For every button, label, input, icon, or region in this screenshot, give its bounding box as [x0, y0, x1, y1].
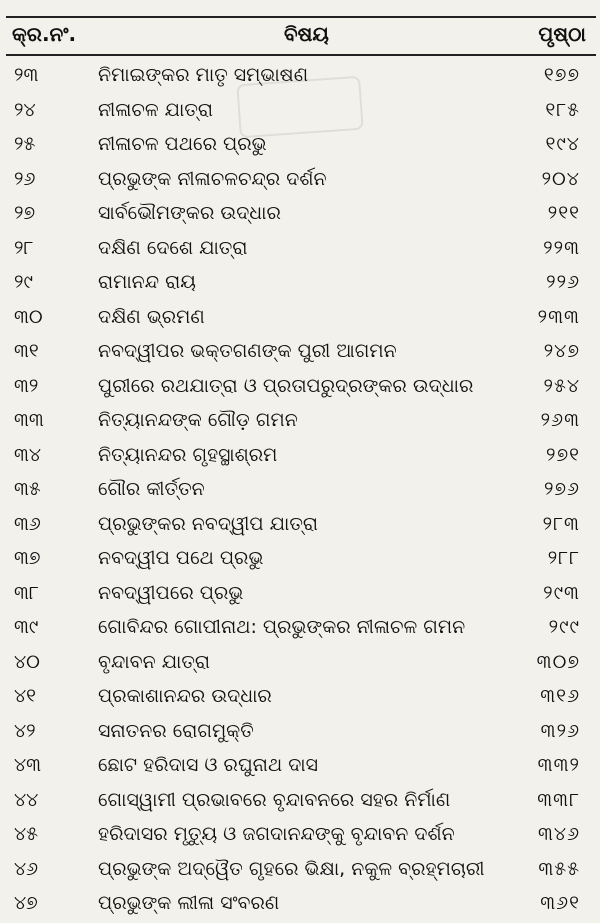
- chapter-title: ପ୍ରଭୁଙ୍କ ଲୀଳା ସଂବରଣ: [98, 892, 280, 914]
- chapter-number: ୪୭: [14, 892, 38, 914]
- chapter-title: ନବଦ୍ୱୀପ ପଥେ ପ୍ରଭୁ: [98, 547, 264, 569]
- chapter-title: ପ୍ରଭୁଙ୍କର ନବଦ୍ୱୀପ ଯାତ୍ରା: [98, 512, 318, 535]
- chapter-number: ୪୦: [14, 650, 40, 673]
- chapter-number: ୩୪: [14, 443, 42, 466]
- chapter-number: ୩୯: [14, 616, 39, 638]
- chapter-title: ଗୋବିନ୍ଦର ଗୋପୀନାଥ: ପ୍ରଭୁଙ୍କର ନୀଳାଚଳ ଗମନ: [98, 616, 466, 638]
- chapter-page-number: ୨୫୪: [543, 374, 580, 397]
- contents-row: [0, 162, 600, 197]
- contents-row: [0, 472, 600, 507]
- chapter-page-number: ୨୭୬: [543, 478, 580, 500]
- chapter-page-number: ୩୩୨: [537, 754, 580, 776]
- contents-row: [0, 369, 600, 404]
- chapter-title: ସାର୍ବଭୌମଙ୍କର ଉଦ୍ଧାର: [98, 202, 281, 224]
- contents-row: [0, 196, 600, 231]
- chapter-number: ୩୬: [14, 512, 41, 535]
- chapter-page-number: ୨୬୩: [540, 409, 580, 431]
- chapter-number: ୪୧: [14, 685, 37, 707]
- contents-row: [0, 852, 600, 887]
- chapter-title: ପୁରୀରେ ରଥଯାତ୍ରା ଓ ପ୍ରତାପରୁଦ୍ରଙ୍କର ଉଦ୍ଧାର: [98, 374, 474, 397]
- chapter-page-number: ୨୪୭: [543, 340, 580, 362]
- table-header: [0, 18, 600, 52]
- contents-row: [0, 886, 600, 921]
- contents-row: [0, 645, 600, 680]
- contents-list: [0, 58, 600, 921]
- chapter-page-number: ୨୮୮: [547, 547, 580, 569]
- contents-row: [0, 93, 600, 128]
- chapter-number: ୩୨: [14, 374, 39, 397]
- contents-row: [0, 610, 600, 645]
- chapter-page-number: ୧୭୭: [543, 64, 580, 86]
- chapter-number: ୩୧: [14, 340, 39, 362]
- contents-row: [0, 714, 600, 749]
- chapter-number: ୨୬: [14, 167, 36, 190]
- contents-row: [0, 58, 600, 93]
- chapter-title: ଦକ୍ଷିଣ ଦେଶେ ଯାତ୍ରା: [98, 236, 248, 259]
- chapter-number: ୪୩: [14, 754, 42, 776]
- chapter-page-number: ୩୦୭: [536, 650, 580, 673]
- chapter-title: ଗୋସ୍ୱାମୀ ପ୍ରଭାବରେ ବୃନ୍ଦାବନରେ ସହର ନିର୍ମାଣ: [98, 788, 451, 811]
- contents-row: [0, 265, 600, 300]
- chapter-page-number: ୨୨୩: [543, 236, 580, 259]
- chapter-number: ୪୨: [14, 719, 36, 742]
- chapter-number: ୨୫: [14, 133, 36, 155]
- chapter-page-number: ୩୬୧: [540, 892, 580, 914]
- contents-row: [0, 507, 600, 542]
- contents-row: [0, 334, 600, 369]
- chapter-page-number: ୩୫୫: [538, 857, 580, 880]
- chapter-title: ହରିଦାସର ମୃତ୍ୟୁ ଓ ଜଗଦାନନ୍ଦଙ୍କୁ ବୃନ୍ଦାବନ ଦର୍ଶନ: [98, 823, 455, 845]
- contents-row: [0, 748, 600, 783]
- chapter-title: ବୃନ୍ଦାବନ ଯାତ୍ରା: [98, 650, 211, 673]
- chapter-title: ରାମାନନ୍ଦ ରାୟ: [98, 271, 196, 293]
- chapter-number: ୨୩: [14, 64, 39, 86]
- chapter-page-number: ୩୧୬: [540, 685, 580, 707]
- contents-row: [0, 783, 600, 818]
- chapter-title: ସନାତନର ରୋଗମୁକ୍ତି: [98, 719, 254, 742]
- chapter-number: ୪୬: [14, 857, 39, 880]
- chapter-page-number: ୨୧୧: [547, 202, 580, 224]
- chapter-title: ନବଦ୍ୱୀପର ଭକ୍ତଗଣଙ୍କ ପୁରୀ ଆଗମନ: [98, 340, 397, 362]
- chapter-title: ନୀଳାଚଳ ପଥରେ ପ୍ରଭୁ: [98, 133, 267, 155]
- contents-row: [0, 541, 600, 576]
- contents-row: [0, 576, 600, 611]
- contents-row: [0, 127, 600, 162]
- chapter-page-number: ୨୮୩: [542, 512, 580, 535]
- contents-row: [0, 403, 600, 438]
- subject-heading: ବିଷୟ: [284, 22, 329, 46]
- chapter-title: ପ୍ରଭୁଙ୍କ ନୀଳାଚଳଚନ୍ଦ୍ର ଦର୍ଶନ: [98, 167, 327, 190]
- chapter-number: ୩୮: [14, 581, 39, 604]
- chapter-page-number: ୩୪୬: [537, 823, 580, 845]
- chapter-number: ୩୫: [14, 478, 41, 500]
- chapter-page-number: ୧୮୫: [545, 98, 580, 121]
- contents-row: [0, 817, 600, 852]
- contents-row: [0, 438, 600, 473]
- chapter-page-number: ୧୯୪: [545, 133, 580, 155]
- page-number-heading: ପୃଷ୍ଠା: [538, 22, 586, 46]
- chapter-page-number: ୩୨୬: [540, 719, 580, 742]
- chapter-page-number: ୨୦୪: [541, 167, 580, 190]
- chapter-page-number: ୩୩୮: [537, 788, 580, 811]
- serial-number-heading: କ୍ର.ନଂ.: [12, 22, 77, 46]
- chapter-page-number: ୨୯୩: [543, 581, 580, 604]
- chapter-title: ପ୍ରଭୁଙ୍କ ଅଦ୍ୱୈତ ଗୃହରେ ଭିକ୍ଷା, ନକୁଳ ବ୍ରହ୍ମଚାରୀ: [98, 857, 485, 880]
- chapter-number: ୪୫: [14, 823, 39, 845]
- chapter-page-number: ୨୯୯: [548, 616, 580, 638]
- chapter-title: ନିମାଇଙ୍କର ମାତୃ ସମ୍ଭାଷଣ: [98, 64, 309, 86]
- chapter-number: ୨୮: [14, 236, 34, 259]
- chapter-title: ନୀଳାଚଳ ଯାତ୍ରା: [98, 98, 213, 121]
- chapter-page-number: ୨୨୬: [546, 271, 580, 293]
- chapter-number: ୪୪: [14, 788, 39, 811]
- header-rule: [6, 54, 596, 56]
- chapter-title: ଛୋଟ ହରିଦାସ ଓ ରଘୁନାଥ ଦାସ: [98, 754, 318, 776]
- chapter-page-number: ୨୩୩: [537, 305, 580, 328]
- contents-row: [0, 679, 600, 714]
- chapter-number: ୩୩: [14, 409, 44, 431]
- contents-row: [0, 300, 600, 335]
- chapter-title: ନିତ୍ୟାନନ୍ଦଙ୍କ ଗୌଡ଼ ଗମନ: [98, 409, 298, 431]
- chapter-title: ନିତ୍ୟାନନ୍ଦର ଗୃହସ୍ଥାଶ୍ରମ: [98, 443, 278, 466]
- chapter-title: ନବଦ୍ୱୀପରେ ପ୍ରଭୁ: [98, 581, 244, 604]
- chapter-number: ୨୯: [14, 271, 33, 293]
- chapter-page-number: ୨୭୧: [546, 443, 580, 466]
- chapter-title: ଗୌର କୀର୍ତ୍ତନ: [98, 478, 205, 500]
- contents-row: [0, 231, 600, 266]
- chapter-title: ଦକ୍ଷିଣ ଭ୍ରମଣ: [98, 305, 205, 328]
- chapter-number: ୨୭: [14, 202, 36, 224]
- top-rule: [6, 16, 596, 18]
- chapter-number: ୩୭: [14, 547, 41, 569]
- chapter-number: ୩୦: [14, 305, 43, 328]
- chapter-number: ୨୪: [14, 98, 36, 121]
- chapter-title: ପ୍ରକାଶାନନ୍ଦର ଉଦ୍ଧାର: [98, 685, 272, 707]
